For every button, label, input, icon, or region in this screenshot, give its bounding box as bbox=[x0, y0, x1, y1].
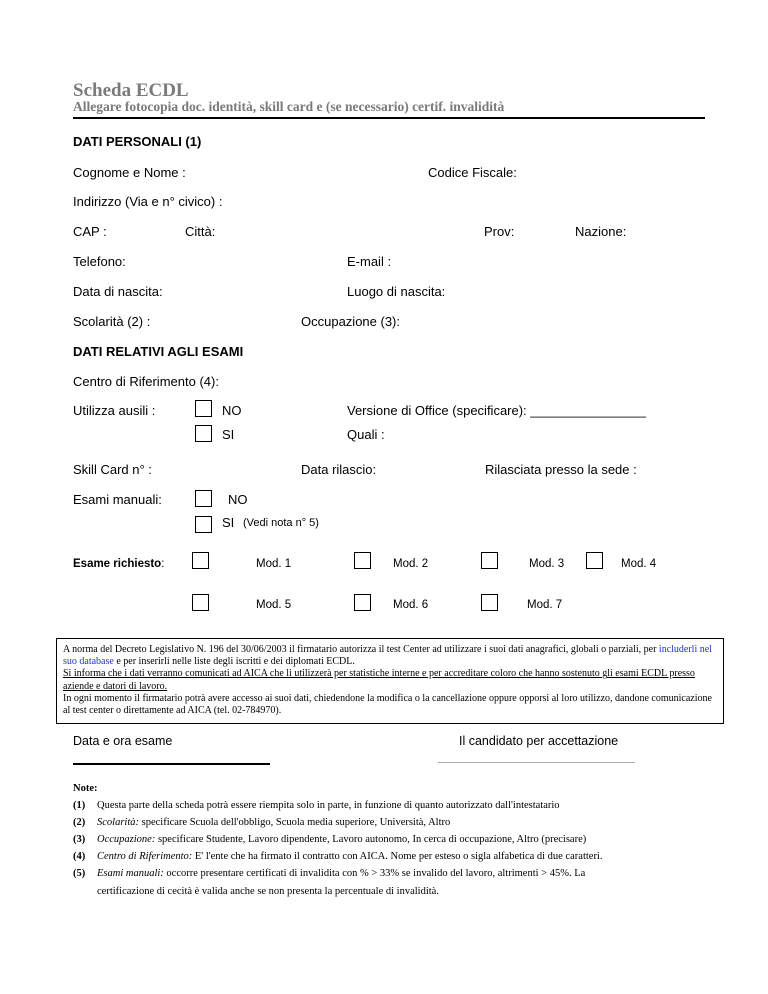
scolarita-label: Scolarità (2) : bbox=[73, 314, 151, 329]
mod-7-label: Mod. 7 bbox=[527, 599, 563, 611]
note-2: (2) Scolarità: specificare Scuola dell'obbligo, Scuola media superiore, Università, Altro bbox=[73, 817, 451, 828]
data-nascita-label: Data di nascita: bbox=[73, 284, 163, 299]
mod-3-checkbox[interactable] bbox=[481, 552, 498, 569]
form-subtitle: Allegare fotocopia doc. identità, skill card e (se necessario) certif. invalidità bbox=[73, 99, 505, 114]
mod-3-label: Mod. 3 bbox=[529, 558, 565, 570]
rilasciata-presso-label: Rilasciata presso la sede : bbox=[485, 462, 637, 477]
privacy-paragraph-3: In ogni momento il firmatario potrà avere accesso ai suoi dati, chiedendone la modifica o la cancellazione oppure opporsi al loro utilizzo, dandone comunicazione al test center o direttamente ad AICA (tel. 02-784970). bbox=[63, 692, 712, 717]
mod-5-label: Mod. 5 bbox=[256, 599, 292, 611]
mod-7-checkbox[interactable] bbox=[481, 594, 498, 611]
ausili-no-label: NO bbox=[222, 403, 242, 418]
privacy-paragraph-1: A norma del Decreto Legislativo N. 196 del 30/06/2003 il firmatario autorizza il test Center ad utilizzare i suoi dati anagrafici, globali o parziali, per includerli nel suo database e per inserirli nelle liste degli iscritti e dei diplomati ECDL. bbox=[63, 644, 712, 668]
cap-label: CAP : bbox=[73, 224, 107, 239]
notes-title: Note: bbox=[73, 783, 98, 794]
note-1: (1) Questa parte della scheda potrà essere riempita solo in parte, in funzione di quanto autorizzato dall'intestatario bbox=[73, 800, 560, 811]
centro-riferimento-label: Centro di Riferimento (4): bbox=[73, 374, 219, 389]
email-label: E-mail : bbox=[347, 254, 392, 269]
manuali-no-checkbox[interactable] bbox=[195, 490, 212, 507]
skill-card-label: Skill Card n° : bbox=[73, 462, 152, 477]
nazione-label: Nazione: bbox=[575, 224, 627, 239]
database-link: includerli nel suo database bbox=[63, 644, 712, 668]
occupazione-label: Occupazione (3): bbox=[301, 314, 400, 329]
data-rilascio-label: Data rilascio: bbox=[301, 462, 377, 477]
form-title: Scheda ECDL bbox=[73, 80, 189, 101]
ausili-si-checkbox[interactable] bbox=[195, 425, 212, 442]
privacy-notice bbox=[56, 638, 724, 724]
exams-section-heading: DATI RELATIVI AGLI ESAMI bbox=[73, 344, 244, 359]
note-3: (3) Occupazione: specificare Studente, Lavoro dipendente, Lavoro autonomo, In cerca di occupazione, Altro (precisare) bbox=[73, 834, 587, 845]
manuali-note-ref: (Vedi nota n° 5) bbox=[243, 517, 319, 529]
mod-5-checkbox[interactable] bbox=[192, 594, 209, 611]
ausili-label: Utilizza ausili : bbox=[73, 403, 156, 418]
mod-2-label: Mod. 2 bbox=[393, 558, 429, 570]
manuali-si-label: SI bbox=[222, 515, 235, 530]
mod-1-label: Mod. 1 bbox=[256, 558, 292, 570]
mod-6-label: Mod. 6 bbox=[393, 599, 429, 611]
note-5: (5) Esami manuali: occorre presentare certificati di invalidita con % > 33% se invalido del lavoro, altrimenti > 45%. La bbox=[73, 868, 586, 879]
ausili-no-checkbox[interactable] bbox=[195, 400, 212, 417]
note-4: (4) Centro di Riferimento: E' l'ente che ha firmato il contratto con AICA. Nome per esteso o sigla alfabetica di due caratteri. bbox=[73, 851, 603, 862]
prov-label: Prov: bbox=[484, 224, 515, 239]
citta-label: Città: bbox=[185, 224, 216, 239]
luogo-nascita-label: Luogo di nascita: bbox=[347, 284, 446, 299]
mod-1-checkbox[interactable] bbox=[192, 552, 209, 569]
privacy-paragraph-2: Si informa che i dati verranno comunicati ad AICA che li utilizzerà per statistiche interne e per accreditare coloro che hanno sostenuto gli esami ECDL presso aziende e datori di lavoro. bbox=[63, 668, 695, 692]
mod-6-checkbox[interactable] bbox=[354, 594, 371, 611]
header-rule bbox=[73, 117, 705, 119]
indirizzo-label: Indirizzo (Via e n° civico) : bbox=[73, 194, 223, 209]
data-ora-line bbox=[73, 763, 270, 765]
note-5-continuation: certificazione di cecità è valida anche se non presenta la percentuale di invalidità. bbox=[97, 886, 439, 897]
signature-line bbox=[438, 762, 635, 763]
cognome-nome-label: Cognome e Nome : bbox=[73, 165, 186, 180]
data-ora-esame-label: Data e ora esame bbox=[73, 734, 173, 748]
esame-richiesto-label: Esame richiesto: bbox=[73, 558, 165, 570]
versione-office-label: Versione di Office (specificare): ________________ bbox=[347, 403, 646, 418]
mod-2-checkbox[interactable] bbox=[354, 552, 371, 569]
personal-section-heading: DATI PERSONALI (1) bbox=[73, 134, 202, 149]
mod-4-label: Mod. 4 bbox=[621, 558, 657, 570]
mod-4-checkbox[interactable] bbox=[586, 552, 603, 569]
manuali-no-label: NO bbox=[228, 492, 248, 507]
manuali-si-checkbox[interactable] bbox=[195, 516, 212, 533]
candidato-label: Il candidato per accettazione bbox=[459, 734, 619, 748]
ausili-si-label: SI bbox=[222, 427, 235, 442]
quali-label: Quali : bbox=[347, 427, 385, 442]
esami-manuali-label: Esami manuali: bbox=[73, 492, 162, 507]
telefono-label: Telefono: bbox=[73, 254, 126, 269]
codice-fiscale-label: Codice Fiscale: bbox=[428, 165, 517, 180]
